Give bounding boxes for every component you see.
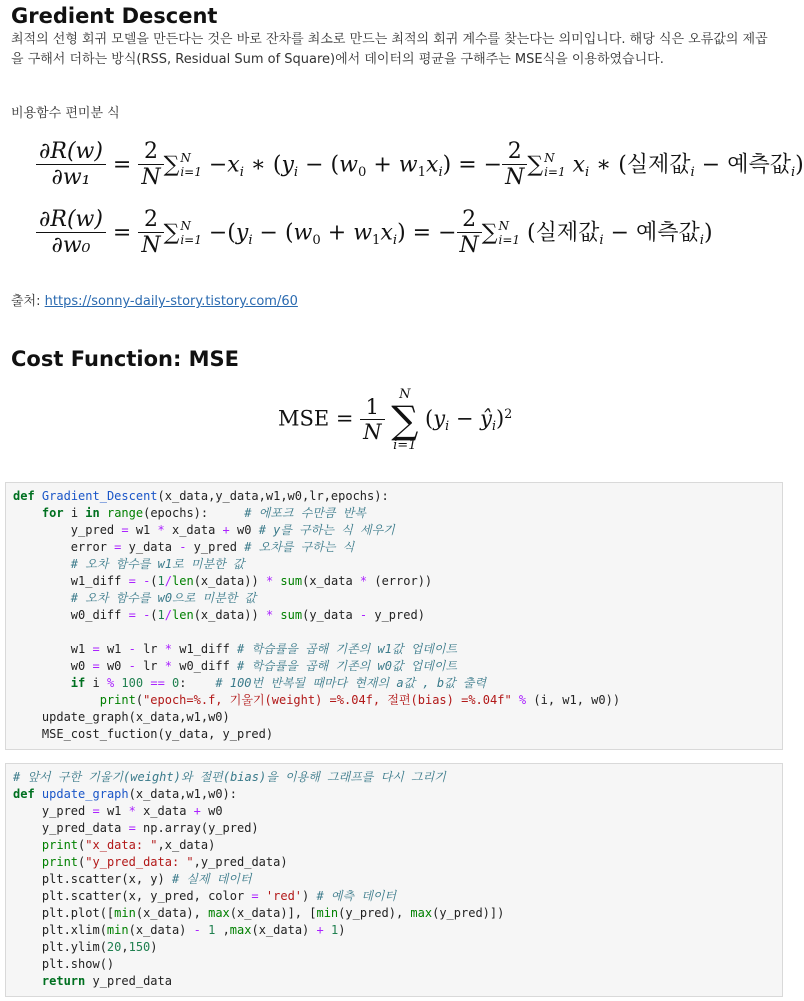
code-line: # 앞서 구한 기울기(weight)와 절편(bias)을 이용해 그래프를 다시 그리기 bbox=[13, 770, 446, 784]
source-citation bbox=[11, 292, 776, 312]
mse-equation: MSE = $\frac{1}{N}$ N ∑ i=1 ($y_i$ − $ŷ_i)^2$ bbox=[278, 387, 513, 453]
code-line: print("epoch=%.f, 기울기(weight) =%.04f, 절편(bias) =%.04f" % (i, w1, w0)) bbox=[99, 693, 621, 707]
code-line: plt.xlim(min(x_data) - 1 ,max(x_data) + 1) bbox=[13, 923, 346, 937]
eq1-actual-label: 실제값 bbox=[626, 152, 691, 178]
mse-denominator: N bbox=[363, 419, 382, 444]
code-line: # 오차 함수를 w1로 미분한 값 bbox=[70, 557, 245, 571]
code-line: for i in range(epochs): # 에포크 수만큼 반복 bbox=[41, 506, 366, 520]
eq2-numerator: ∂R(w) bbox=[36, 208, 106, 233]
code-line: if i % 100 == 0: # 100번 반복될 때마다 현재의 a값 , b값 출력 bbox=[70, 676, 487, 690]
mse-sum-lower: i=1 bbox=[393, 438, 417, 453]
code-line: error = y_data - y_pred # 오차를 구하는 식 bbox=[13, 540, 355, 554]
code-line: w0_diff = -(1/len(x_data)) * sum(y_data - y_pred) bbox=[13, 608, 425, 622]
code-line: def update_graph(x_data,w1,w0): bbox=[13, 787, 237, 801]
code-line: y_pred_data = np.array(y_pred) bbox=[13, 821, 259, 835]
eq1-predicted-label: 예측값 bbox=[727, 152, 791, 178]
code-block-update-graph bbox=[5, 763, 783, 997]
eq2-denominator: ∂w₀ bbox=[51, 233, 91, 259]
code-line: print("x_data: ",x_data) bbox=[41, 838, 216, 852]
code-line: y_pred = w1 * x_data + w0 bbox=[13, 804, 223, 818]
code-line: plt.scatter(x, y_pred, color = 'red') # 예측 데이터 bbox=[13, 889, 397, 903]
code-line: MSE_cost_fuction(y_data, y_pred) bbox=[13, 727, 274, 741]
code-line: w0 = w0 - lr * w0_diff # 학습률을 곱해 기존의 w0값 업데이트 bbox=[13, 659, 458, 673]
eq2-predicted-label: 예측값 bbox=[636, 220, 700, 246]
intro-paragraph: 최적의 선형 회귀 모델을 만든다는 것은 바로 잔차를 최소로 만드는 최적의 회귀 계수를 찾는다는 의미입니다. 해당 식은 오류값의 제곱을 구해서 더하는 방식(RSS, Residual Sum of Square)에서 데이터의 평균을 구해주는 MSE식을 이용하였습니다. bbox=[11, 32, 768, 67]
source-label: 출처: bbox=[11, 294, 45, 309]
mse-numerator: 1 bbox=[360, 396, 384, 420]
section-heading-gradient-descent: Gredient Descent bbox=[11, 4, 218, 28]
code-block-gradient-descent bbox=[5, 482, 783, 750]
section-heading-cost-function: Cost Function: MSE bbox=[11, 347, 240, 371]
code-line: update_graph(x_data,w1,w0) bbox=[13, 710, 230, 724]
partial-derivative-w0-equation: $\frac{\partial R(w)}{\text{∂w₀}}$ = $\frac{2}{N}$ ∑ N i=1 $-(y_i - (w_0 + w_1x_i)$ = − $\frac{2}{N}$ ∑ N i=1 (실제값$_i$ − 예측값$_i$) bbox=[36, 208, 713, 258]
code-line: def Gradient_Descent(x_data,y_data,w1,w0,lr,epochs): bbox=[13, 489, 389, 503]
eq1-numerator: ∂R(w) bbox=[36, 140, 106, 165]
source-link[interactable]: https://sonny-daily-story.tistory.com/60 bbox=[44, 294, 298, 309]
code-line: plt.ylim(20,150) bbox=[13, 940, 158, 954]
code-line: return y_pred_data bbox=[41, 974, 172, 988]
mse-sum-upper: N bbox=[399, 387, 411, 402]
code-line: # 오차 함수를 w0으로 미분한 값 bbox=[70, 591, 257, 605]
cost-derivative-label: 비용함수 편미분 식 bbox=[11, 106, 120, 121]
code-line: w1 = w1 - lr * w1_diff # 학습률을 곱해 기존의 w1값 업데이트 bbox=[13, 642, 458, 656]
eq2-actual-label: 실제값 bbox=[535, 220, 600, 246]
code-line: y_pred = w1 * x_data + w0 # y를 구하는 식 세우기 bbox=[13, 523, 395, 537]
code-line: plt.show() bbox=[13, 957, 115, 971]
code-line: w1_diff = -(1/len(x_data)) * sum(x_data * (error)) bbox=[13, 574, 433, 588]
code-line: plt.plot([min(x_data), max(x_data)], [min(y_pred), max(y_pred)]) bbox=[13, 906, 505, 920]
code-line: plt.scatter(x, y) # 실제 데이터 bbox=[13, 872, 252, 886]
eq1-denominator: ∂w₁ bbox=[51, 165, 91, 191]
mse-lhs: MSE bbox=[278, 406, 330, 431]
partial-derivative-w1-equation: $\frac{\partial R(w)}{\text{∂w₁}}$ = $\frac{2}{N}$ ∑ N i=1 $-x_i$ ∗ ($y_i - (w_0 + w_1x_i)$ = − $\frac{2}{N}$ ∑ N i=1 $x_i$ ∗ (실제값$_i$ − 예측값$_i$) bbox=[36, 140, 804, 190]
code-line: print("y_pred_data: ",y_pred_data) bbox=[41, 855, 288, 869]
